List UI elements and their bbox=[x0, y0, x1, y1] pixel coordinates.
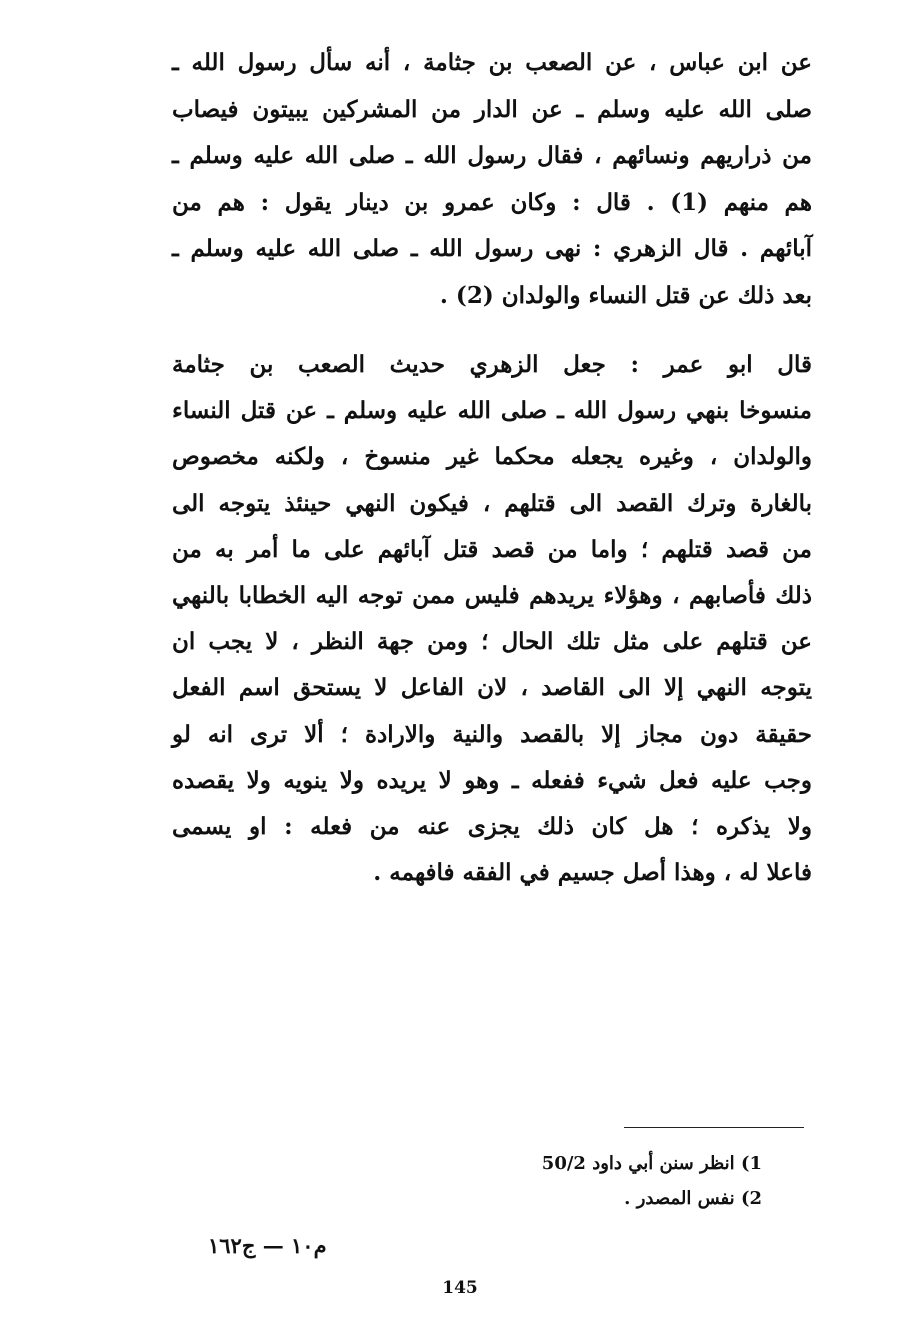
text-line: ولا يذكره ؛ هل كان ذلك يجزى عنه من فعله : او يسمى bbox=[172, 813, 812, 841]
text-line: ذلك فأصابهم ، وهؤلاء يريدهم فليس ممن توجه اليه الخطابا بالنهي bbox=[172, 582, 812, 610]
text-line: بالغارة وترك القصد الى قتلهم ، فيكون النهي حينئذ يتوجه الى bbox=[172, 489, 812, 517]
footnote-2: 2) نفس المصدر . bbox=[624, 1188, 762, 1209]
paragraph-1 bbox=[172, 40, 812, 319]
paragraph-2 bbox=[172, 342, 812, 896]
footnote-1: 1) انظر سنن أبي داود 50/2 bbox=[541, 1153, 762, 1174]
text-line: صلى الله عليه وسلم ـ عن الدار من المشركين يبيتون فيصاب bbox=[172, 95, 812, 123]
text-line: قال ابو عمر : جعل الزهري حديث الصعب بن جثامة bbox=[172, 351, 812, 378]
text-line: حقيقة دون مجاز إلا بالقصد والنية والارادة ؛ ألا ترى انه لو bbox=[172, 720, 812, 748]
text-line: وجب عليه فعل شيء ففعله ـ وهو لا يريده ولا ينويه ولا يقصده bbox=[172, 766, 812, 794]
text-line: من ذراريهم ونسائهم ، فقال رسول الله ـ صلى الله عليه وسلم ـ bbox=[172, 142, 812, 169]
text-line: عن قتلهم على مثل تلك الحال ؛ ومن جهة النظر ، لا يجب ان bbox=[172, 628, 813, 656]
printer-signature: م١٠ — ج١٦٢ bbox=[208, 1233, 327, 1258]
footnotes bbox=[542, 1146, 762, 1216]
text-line: والولدان ، وغيره يجعله محكما غير منسوخ ، ولكنه مخصوص bbox=[172, 443, 812, 471]
text-line: آبائهم . قال الزهري : نهى رسول الله ـ صلى الله عليه وسلم ـ bbox=[172, 235, 812, 262]
text-line: منسوخا بنهي رسول الله ـ صلى الله عليه وسلم ـ عن قتل النساء bbox=[172, 397, 812, 425]
text-line: من قصد قتلهم ؛ واما من قصد قتل آبائهم على ما أمر به من bbox=[172, 535, 812, 563]
text-line: هم منهم (1) . قال : وكان عمرو بن دينار يقول : هم من bbox=[172, 188, 812, 216]
text-line: عن ابن عباس ، عن الصعب بن جثامة ، أنه سأل رسول الله ـ bbox=[172, 49, 812, 76]
text-line: بعد ذلك عن قتل النساء والولدان (2) . bbox=[439, 281, 812, 309]
text-line: فاعلا له ، وهذا أصل جسيم في الفقه فافهمه . bbox=[373, 859, 812, 887]
page-number: 145 bbox=[442, 1278, 478, 1298]
footnote-divider bbox=[624, 1127, 804, 1128]
text-line: يتوجه النهي إلا الى القاصد ، لان الفاعل لا يستحق اسم الفعل bbox=[172, 674, 812, 702]
